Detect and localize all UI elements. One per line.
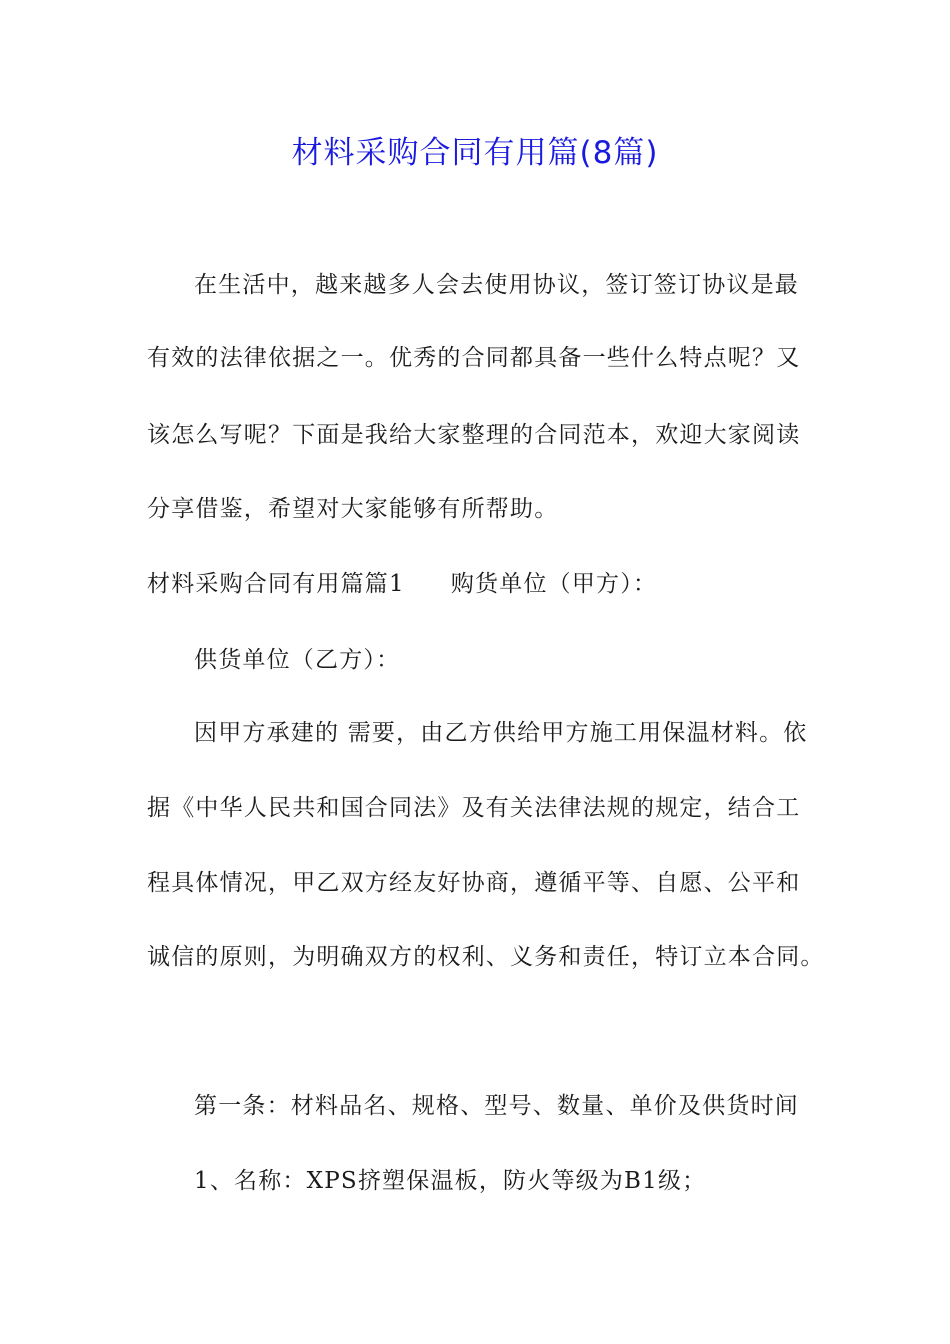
buyer-label: 购货单位（甲方）： <box>450 571 658 597</box>
purpose-line-2: 据《中华人民共和国合同法》及有关法律法规的规定，结合工 <box>147 795 801 821</box>
article-one-heading: 第一条：材料品名、规格、型号、数量、单价及供货时间 <box>194 1093 799 1119</box>
section-heading: 材料采购合同有用篇篇1 <box>147 571 405 597</box>
item-one: 1、名称：XPS挤塑保温板，防火等级为B1级； <box>194 1168 707 1194</box>
purpose-line-3: 程具体情况，甲乙双方经友好协商，遵循平等、自愿、公平和 <box>147 870 801 896</box>
purpose-line-4: 诚信的原则，为明确双方的权利、义务和责任，特订立本合同。 <box>147 944 825 970</box>
supplier-label: 供货单位（乙方）： <box>194 647 401 673</box>
intro-line-4: 分享借鉴，希望对大家能够有所帮助。 <box>147 496 559 522</box>
intro-line-1: 在生活中，越来越多人会去使用协议，签订签订协议是最 <box>194 272 799 298</box>
purpose-line-1: 因甲方承建的 需要，由乙方供给甲方施工用保温材料。依 <box>194 720 808 746</box>
document-title: 材料采购合同有用篇(8篇) <box>291 135 659 171</box>
section-heading-row <box>147 569 657 599</box>
intro-line-2: 有效的法律依据之一。优秀的合同都具备一些什么特点呢？又 <box>147 345 801 371</box>
intro-line-3: 该怎么写呢？下面是我给大家整理的合同范本，欢迎大家阅读 <box>147 422 801 448</box>
